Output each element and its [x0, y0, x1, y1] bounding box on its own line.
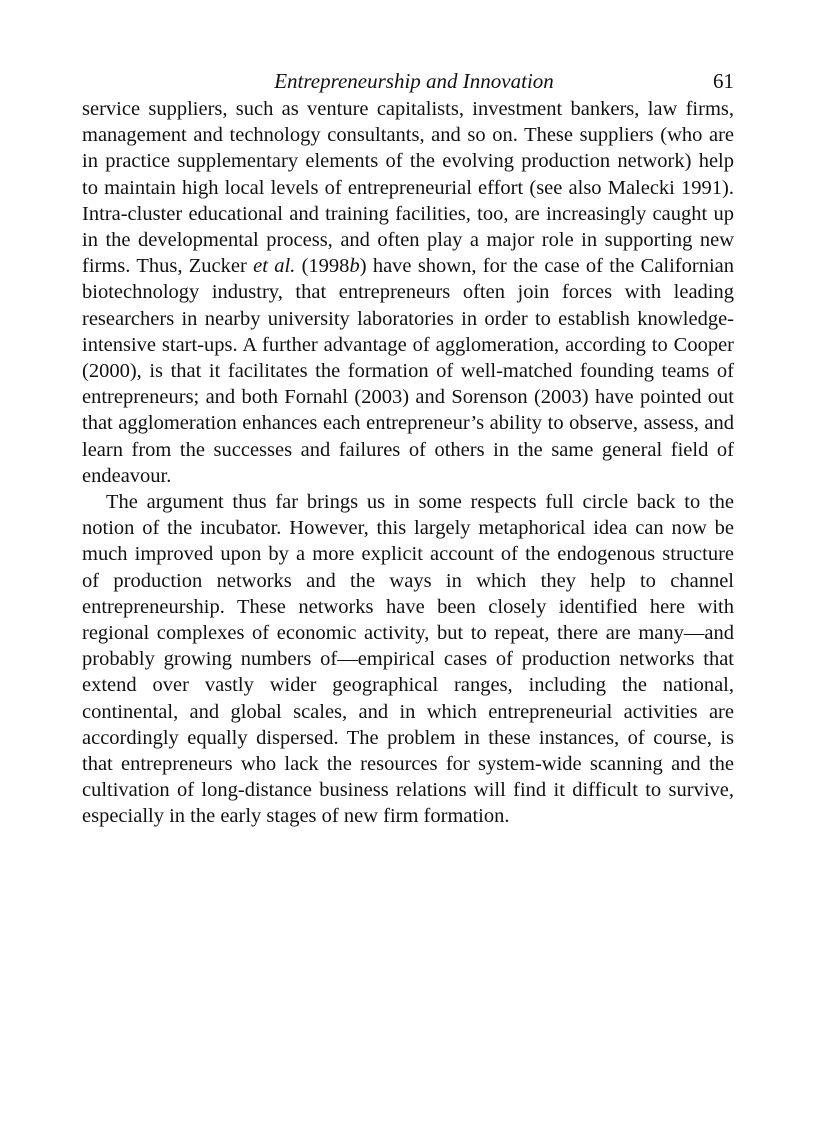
citation-suffix-italic: b [349, 255, 360, 278]
paragraph-1-text-b: (1998 [295, 255, 350, 278]
book-page [82, 66, 734, 830]
running-header [82, 66, 734, 96]
paragraph-2: The argument thus far brings us in some respects full circle back to the notion of the incubator. However, this largely metaphorical idea can now be much improved upon by a more explicit account of the endogenous structure of production networks and the ways in which they help to channel entrepreneurship. These networks have been closely identified here with regional complexes of economic activity, but to repeat, there are many—and probably growing numbers of—empirical cases of production networks that extend over vastly wider geographical ranges, including the national, continental, and global scales, and in which entrepreneurial activities are accordingly equally dispersed. The problem in these instances, of course, is that entrepreneurs who lack the resources for system-wide scanning and the cultivation of long-distance business relations will find it difficult to survive, especially in the early stages of new firm formation. [82, 491, 734, 828]
paragraph-1-text-a: service suppliers, such as venture capitalists, investment bankers, law firms, management and technology consultants, and so on. These suppliers (who are in practice supplementary elements of the evolving production network) help to maintain high local levels of entrepreneurial effort (see also Malecki 1991). Intra-cluster educational and training facilities, too, are increasingly caught up in the developmental process, and often play a major role in supporting new firms. Thus, Zucker [82, 98, 734, 278]
page-number: 61 [713, 69, 734, 93]
running-title: Entrepreneurship and Innovation [274, 69, 554, 93]
paragraph-1 [82, 96, 734, 489]
et-al-italic: et al. [253, 255, 296, 278]
paragraph-1-text-c: ) have shown, for the case of the Californian biotechnology industry, that entrepreneurs often join forces with leading researchers in nearby university laboratories in order to establish knowledge-intensive start-ups. A further advantage of agglomeration, according to Cooper (2000), is that it facilitates the formation of well-matched founding teams of entrepreneurs; and both Fornahl (2003) and Sorenson (2003) have pointed out that agglomeration enhances each entrepreneur’s ability to observe, assess, and learn from the successes and failures of others in the same general field of endeavour. [82, 255, 735, 487]
